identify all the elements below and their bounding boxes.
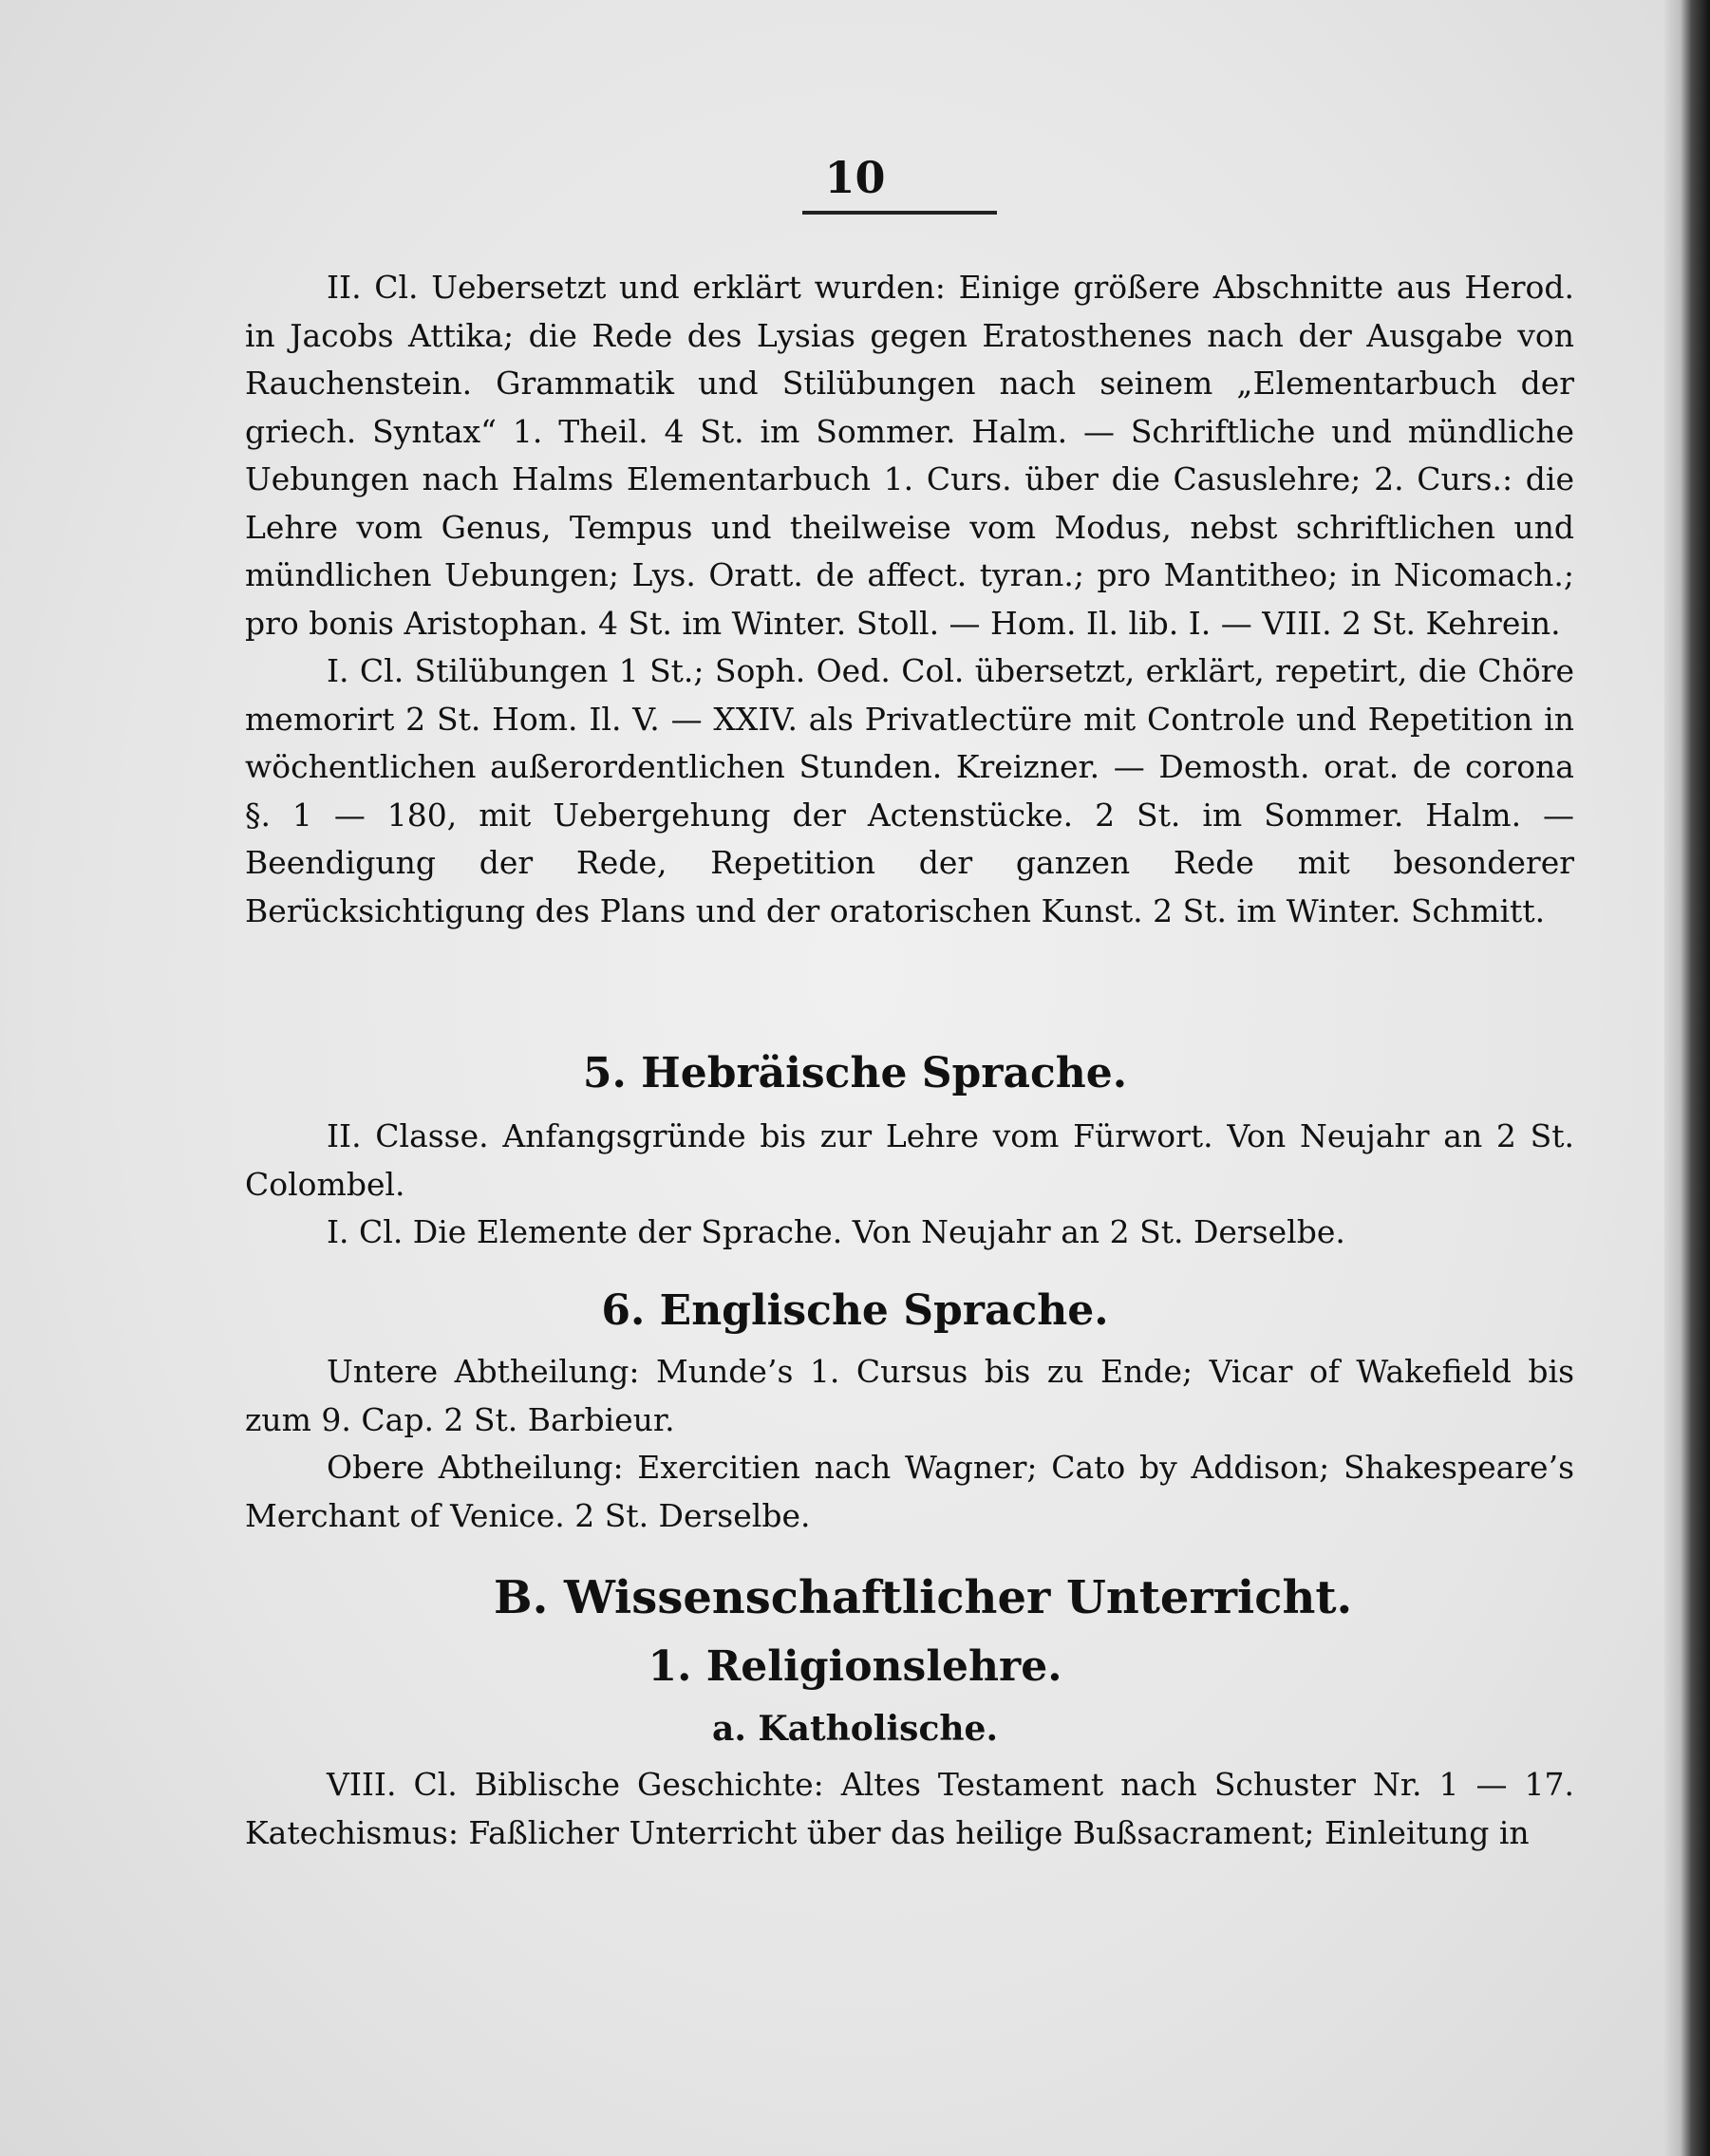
religion-class-8-paragraph: VIII. Cl. Biblische Geschichte: Altes Testament nach Schuster Nr. 1 — 17. Katechismus: Faßlicher Unterricht über das heilige Bußsacrament; Einleitung in [245,1766,1574,1851]
english-section [245,1348,1574,1540]
hebrew-heading: 5. Hebräische Sprache. [582,1049,1128,1097]
religion-section [245,1761,1574,1857]
hebrew-section [245,1113,1574,1257]
page-number-rule [802,211,997,215]
catholic-heading: a. Katholische. [712,1709,998,1749]
greek-section [245,264,1574,935]
hebrew-class-1-paragraph: I. Cl. Die Elemente der Sprache. Von Neujahr an 2 St. Derselbe. [327,1213,1345,1250]
english-lower-paragraph: Untere Abtheilung: Munde’s 1. Cursus bis zu Ende; Vicar of Wakefield bis zum 9. Cap. 2 St. Barbieur. [245,1353,1574,1438]
greek-class-2-paragraph: II. Cl. Uebersetzt und erklärt wurden: Einige größere Abschnitte aus Herod. in Jacobs Attika; die Rede des Lysias gegen Eratosthenes nach der Ausgabe von Rauchenstein. Grammatik und Stilübungen nach seinem „Elementarbuch der griech. Syntax“ 1. Theil. 4 St. im Sommer. Halm. — Schriftliche und mündliche Uebungen nach Halms Elementarbuch 1. Curs. über die Casuslehre; 2. Curs.: die Lehre vom Genus, Tempus und theilweise vom Modus, nebst schriftlichen und mündlichen Uebungen; Lys. Oratt. de affect. tyran.; pro Mantitheo; in Nicomach.; pro bonis Aristophan. 4 St. im Winter. Stoll. — Hom. Il. lib. I. — VIII. 2 St. Kehrein. [245,269,1574,642]
religion-heading: 1. Religionslehre. [648,1642,1062,1691]
english-heading: 6. Englische Sprache. [601,1286,1109,1335]
greek-class-1-paragraph: I. Cl. Stilübungen 1 St.; Soph. Oed. Col. übersetzt, erklärt, repetirt, die Chöre memorirt 2 St. Hom. Il. V. — XXIV. als Privatlectüre mit Controle und Repetition in wöchentlichen außerordentlichen Stunden. Kreizner. — Demosth. orat. de corona §. 1 — 180, mit Uebergehung der Actenstücke. 2 St. im Sommer. Halm. — Beendigung der Rede, Repetition der ganzen Rede mit besonderer Berücksichtigung des Plans und der oratorischen Kunst. 2 St. im Winter. Schmitt. [245,652,1574,929]
english-upper-paragraph: Obere Abtheilung: Exercitien nach Wagner; Cato by Addison; Shakespeare’s Merchant of Venice. 2 St. Derselbe. [245,1449,1574,1534]
page-number: 10 [824,152,886,203]
hebrew-class-2-paragraph: II. Classe. Anfangsgründe bis zur Lehre vom Fürwort. Von Neujahr an 2 St. Colombel. [245,1117,1574,1203]
science-heading: B. Wissenschaftlicher Unterricht. [494,1571,1353,1624]
